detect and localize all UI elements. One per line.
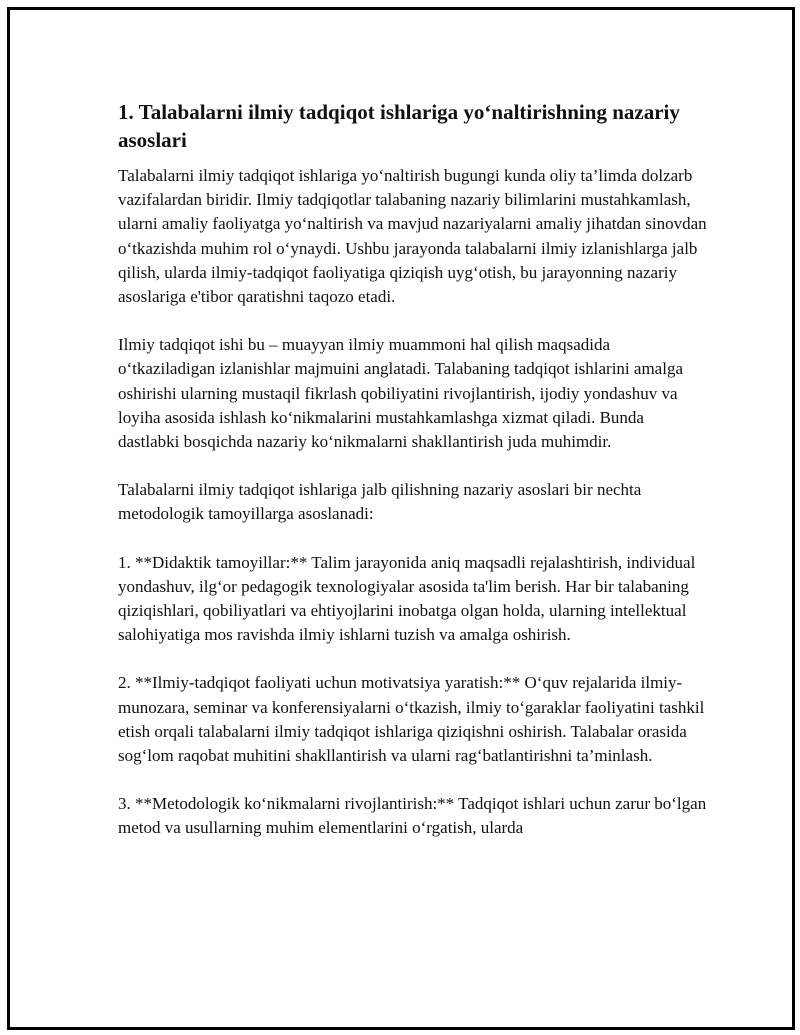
document-body <box>118 98 708 865</box>
paragraph-definition: Ilmiy tadqiqot ishi bu – muayyan ilmiy muammoni hal qilish maqsadida o‘tkaziladigan izlanishlar majmuini anglatadi. Talabaning tadqiqot ishlarini amalga oshirishi ularning mustaqil fikrlash qobiliyatini rivojlantirish, ijodiy yondashuv va loyiha asosida ishlash ko‘nikmalarini mustahkamlashga xizmat qiladi. Bunda dastlabki bosqichda nazariy ko‘nikmalarni shakllantirish juda muhimdir. <box>118 335 683 452</box>
list-item-motivation: 2. **Ilmiy-tadqiqot faoliyati uchun motivatsiya yaratish:** O‘quv rejalarida ilmiy-munozara, seminar va konferensiyalarni o‘tkazish, ilmiy to‘garaklar faoliyatini tashkil etish orqali talabalarni ilmiy tadqiqot ishlariga qiziqishni oshirish. Talabalar orasida sog‘lom raqobat muhitini shakllantirish va ularni rag‘batlantirishni ta’minlash. <box>118 673 705 766</box>
page-frame <box>7 7 795 1030</box>
paragraph-intro: Talabalarni ilmiy tadqiqot ishlariga yo‘naltirish bugungi kunda oliy ta’limda dolzarb vazifalardan biridir. Ilmiy tadqiqotlar talabaning nazariy bilimlarini mustahkamlash, ularni amaliy faoliyatga yo‘naltirish va mavjud nazariyalarni amaliy jihatdan sinovdan o‘tkazishda muhim rol o‘ynaydi. Ushbu jarayonda talabalarni ilmiy izlanishlarga jalb qilish, ularda ilmiy-tadqiqot faoliyatiga qiziqish uyg‘otish, bu jarayonning nazariy asoslariga e'tibor qaratishni taqozo etadi. <box>118 166 707 307</box>
list-item-methodological-skills: 3. **Metodologik ko‘nikmalarni rivojlantirish:** Tadqiqot ishlari uchun zarur bo‘lgan metod va usullarning muhim elementlarini o‘rgatish, ularda <box>118 794 707 838</box>
section-heading: 1. Talabalarni ilmiy tadqiqot ishlariga yo‘naltirishning nazariy asoslari <box>118 100 680 152</box>
list-item-didactic-principles: 1. **Didaktik tamoyillar:** Talim jarayonida aniq maqsadli rejalashtirish, individual yondashuv, ilg‘or pedagogik texnologiyalar asosida ta'lim berish. Har bir talabaning qiziqishlari, qobiliyatlari va ehtiyojlarini inobatga olgan holda, ularning intellektual salohiyatiga mos ravishda ilmiy ishlarni tuzish va amalga oshirish. <box>118 552 696 645</box>
paragraph-principles-intro: Talabalarni ilmiy tadqiqot ishlariga jalb qilishning nazariy asoslari bir nechta metodologik tamoyillarga asoslanadi: <box>118 480 642 524</box>
